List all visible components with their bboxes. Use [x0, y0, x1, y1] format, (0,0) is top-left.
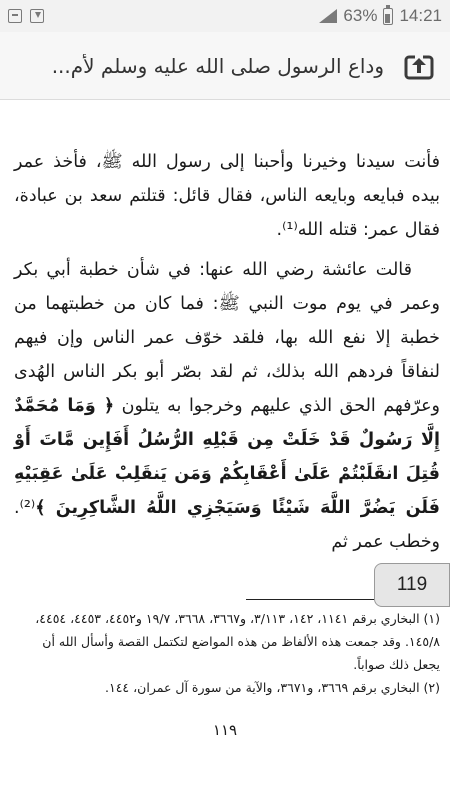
footnote-1: (١) البخاري برقم ١١٤١، ١٤٢، ٣/١١٣، و٣٦٦٧، ٣٦٦٨، ١٩/٧ و٤٤٥٢، ٤٤٥٣، ٤٤٥٤، ١٤٥/٨. وقد جمعت هذه الألفاظ من هذه المواضع لتكتمل القصة وأسأل الله أن يجعل ذلك صواباً.	[35, 611, 440, 672]
clock: 14:21	[399, 6, 442, 25]
download-notification-icon	[30, 9, 44, 23]
paragraph-1: فأنت سيدنا وخيرنا وأحبنا إلى رسول الله ﷺ، فأخذ عمر بيده فبايعه وبايعه الناس، فقال قائل: قتلتم سعد بن عبادة، فقال عمر: قتله الله⁽¹⁾.	[14, 152, 440, 240]
share-icon	[404, 52, 434, 80]
paragraph-2	[14, 253, 440, 559]
message-notification-icon	[8, 9, 22, 23]
signal-icon	[319, 9, 337, 23]
status-bar	[0, 0, 450, 32]
share-button[interactable]	[402, 49, 436, 83]
book-page	[0, 101, 450, 800]
page-body	[14, 145, 440, 565]
footnote-2: (٢) البخاري برقم ٣٦٦٩، و٣٦٧١، والآية من سورة آل عمران، ١٤٤.	[105, 680, 440, 695]
app-toolbar	[0, 32, 450, 100]
quran-verse: ﴿ وَمَا مُحَمَّدٌ إِلَّا رَسُولٌ قَدْ خَلَتْ مِن قَبْلِهِ الرُّسُلُ أَفَإِين مَّاتَ أَوْ قُتِلَ انقَلَبْتُمْ عَلَىٰ أَعْقَابِكُمْ وَمَن يَنقَلِبْ عَلَىٰ عَقِبَيْهِ فَلَن يَضُرَّ اللَّهَ شَيْئًا وَسَيَجْزِي اللَّهُ الشَّاكِرِينَ ﴾	[14, 396, 440, 518]
battery-percent: 63%	[343, 6, 378, 25]
page-number: ١١٩	[212, 721, 238, 739]
paragraph-2-end: ⁽²⁾. وخطب عمر ثم	[14, 498, 440, 552]
page-indicator-badge[interactable]: 119	[374, 563, 450, 607]
paragraph-2-intro: قالت عائشة رضي الله عنها: في شأن خطبة أبي بكر وعمر في يوم موت النبي ﷺ: فما كان من خطبتهما من خطبة إلا نفع الله بها، فلقد خوّف عمر الناس وإن فيهم لنفاقاً فردهم الله بذلك، ثم لقد بصّر أبو بكر الناس الهُدى وعرّفهم الحق الذي عليهم وخرجوا به يتلون	[14, 260, 440, 416]
footnotes	[14, 607, 440, 699]
battery-icon	[383, 8, 393, 25]
page-title: وداع الرسول صلى الله عليه وسلم لأم...	[51, 53, 384, 78]
status-indicators	[319, 6, 442, 26]
notification-icons	[8, 9, 44, 23]
